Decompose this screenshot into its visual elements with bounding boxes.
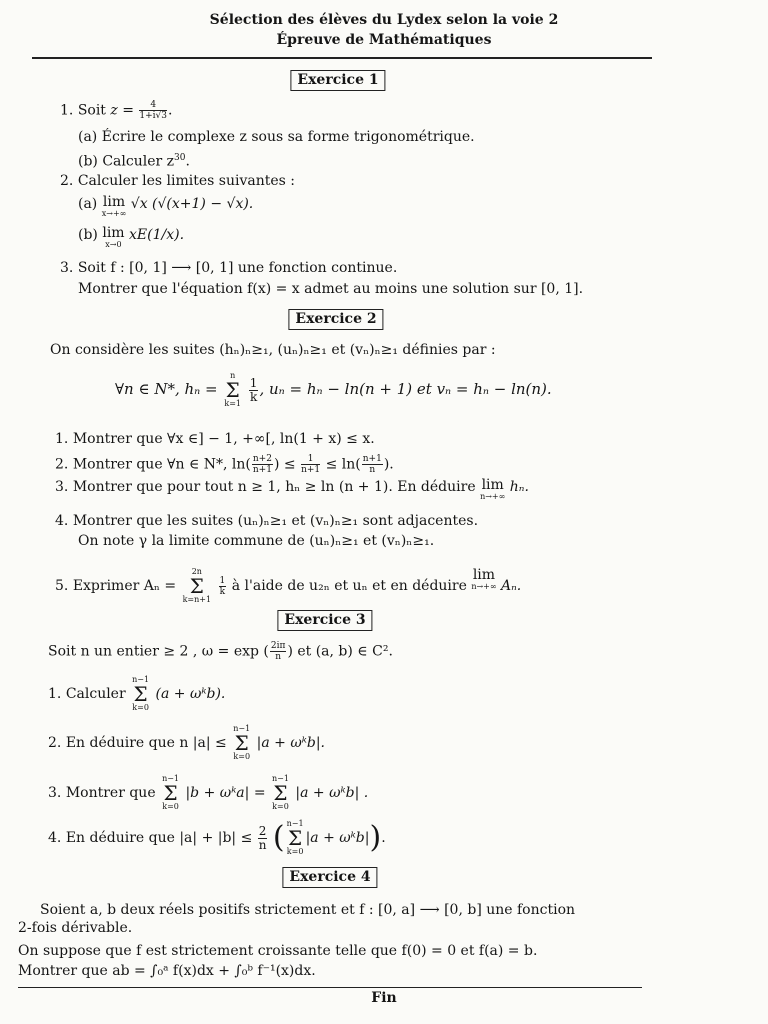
ex1-q3: 3. Soit f : [0, 1] ⟶ [0, 1] une fonction continue. (60, 260, 398, 276)
ex1-q2a: (a) lim x→+∞ √x (√(x+1) − √x). (78, 194, 254, 218)
ex2-q4: 4. Montrer que les suites (uₙ)ₙ≥₁ et (vₙ)ₙ≥₁ sont adjacentes. (55, 513, 479, 529)
exam-title: Sélection des élèves du Lydex selon la voie 2 (209, 12, 559, 28)
ex2-q5: 5. Exprimer Aₙ = 2n Σ k=n+1 $\frac{1}{k}$ à l'aide de u₂ₙ et uₙ et en déduire lim n→+∞ Aₙ. (55, 567, 522, 604)
ex2-intro: On considère les suites (hₙ)ₙ≥₁, (uₙ)ₙ≥₁ et (vₙ)ₙ≥₁ définies par : (50, 342, 496, 358)
exercise-1-heading: Exercice 1 (290, 70, 385, 91)
ex4-line-2: 2-fois dérivable. (18, 920, 133, 936)
ex1-q2b: (b) lim x→0 xE(1/x). (78, 225, 185, 249)
ex1-q1: 1. Soit z = $\frac{4}{1+i√3}$ . (60, 100, 173, 121)
ex2-q3: 3. Montrer que pour tout n ≥ 1, hₙ ≥ ln (n + 1). En déduire lim n→+∞ hₙ. (55, 477, 529, 501)
ex3-intro: Soit n un entier ≥ 2 , ω = exp ( $\frac{2i\pi}{n}$ ) et (a, b) ∈ C². (48, 641, 393, 662)
ex3-q4: 4. En déduire que |a| + |b| ≤ $\frac{2}{n}$ ( n−1 Σ k=0 |a + ωᵏb|). (48, 819, 386, 856)
ex2-q1: 1. Montrer que ∀x ∈] − 1, +∞[, ln(1 + x) ≤ x. (55, 431, 375, 447)
exercise-4-heading: Exercice 4 (282, 867, 377, 888)
header-divider (32, 57, 652, 59)
ex3-q3: 3. Montrer que n−1 Σ k=0 |b + ωᵏa| = n−1 Σ k=0 |a + ωᵏb| . (48, 774, 369, 811)
ex1-q3-line2: Montrer que l'équation f(x) = x admet au moins une solution sur [0, 1]. (78, 281, 584, 297)
sum-symbol: n Σ k=1 (224, 371, 242, 408)
exercise-2-heading: Exercice 2 (288, 309, 383, 330)
ex3-q2: 2. En déduire que n |a| ≤ n−1 Σ k=0 |a + ωᵏb|. (48, 724, 325, 761)
exercise-3-heading: Exercice 3 (277, 610, 372, 631)
ex1-q2: 2. Calculer les limites suivantes : (60, 173, 295, 189)
end-label: Fin (371, 990, 397, 1006)
ex1-q1b: (b) Calculer $z^{30}$. (78, 153, 190, 170)
ex4-line-4: Montrer que ab = ∫₀ᵃ f(x)dx + ∫₀ᵇ f⁻¹(x)dx. (18, 963, 316, 979)
footer-divider (18, 987, 642, 988)
ex2-definition: ∀n ∈ N*, hₙ = n Σ k=1 $\frac{1}{k}$ , uₙ = hₙ − ln(n + 1) et vₙ = hₙ − ln(n). (115, 371, 552, 408)
ex4-line-1: Soient a, b deux réels positifs strictement et f : [0, a] ⟶ [0, b] une fonction (40, 902, 576, 918)
ex3-q1: 1. Calculer n−1 Σ k=0 (a + ωᵏb). (48, 675, 226, 712)
exam-subtitle: Épreuve de Mathématiques (276, 32, 492, 48)
z-fraction: $\frac{4}{1+i√3}$ (139, 100, 168, 121)
ex1-q1a: (a) Écrire le complexe z sous sa forme trigonométrique. (78, 129, 475, 145)
ex2-q2: 2. Montrer que ∀n ∈ N*, ln( $\frac{n+2}{n+1}$ ) ≤ $\frac{1}{n+1}$ ≤ ln( $\frac{n+1}{n}$ ). (55, 454, 394, 475)
ex4-line-3: On suppose que f est strictement croissante telle que f(0) = 0 et f(a) = b. (18, 943, 538, 959)
ex2-q4-line2: On note γ la limite commune de (uₙ)ₙ≥₁ et (vₙ)ₙ≥₁. (78, 533, 435, 549)
